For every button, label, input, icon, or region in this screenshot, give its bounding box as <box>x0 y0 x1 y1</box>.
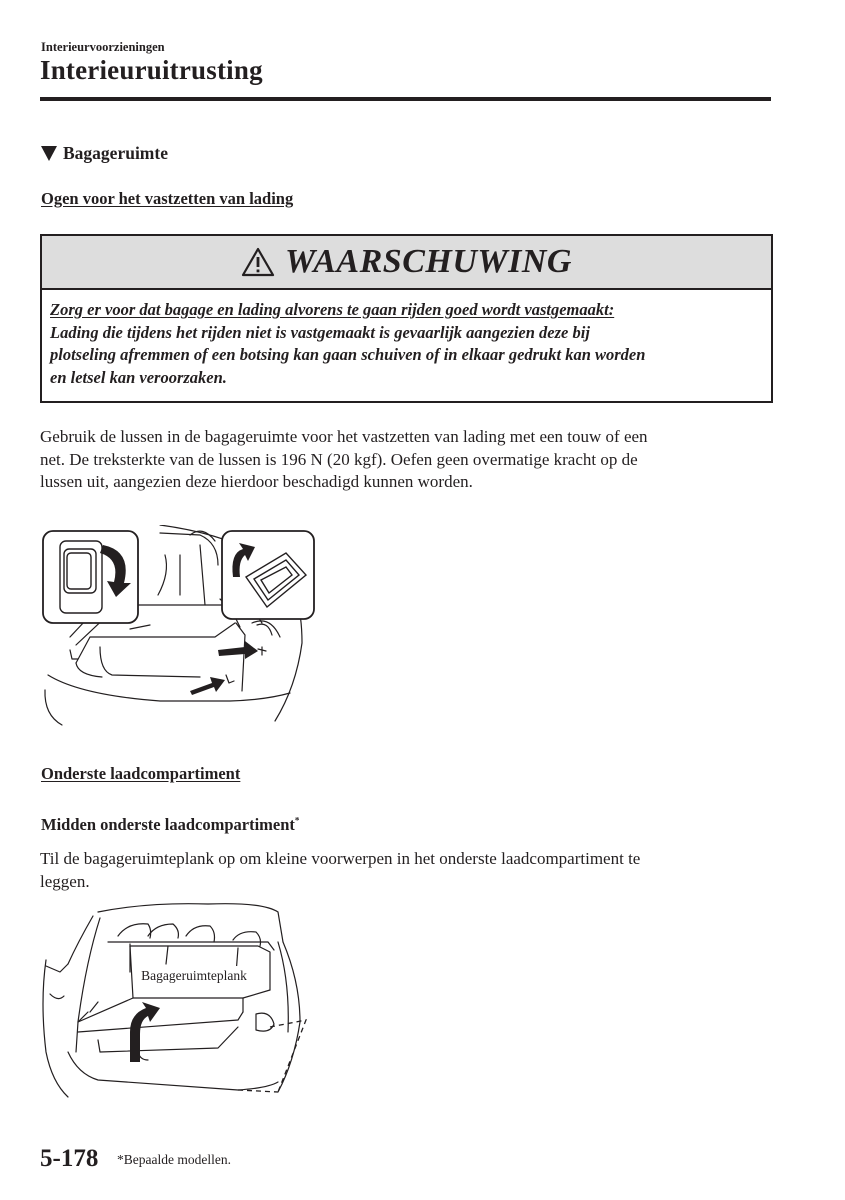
warning-triangle-icon <box>241 247 275 277</box>
paragraph-lower <box>40 848 780 893</box>
warning-text <box>42 290 771 389</box>
subsection-heading <box>41 815 299 835</box>
figure-label: Bagageruimteplank <box>141 968 247 983</box>
title-rule <box>40 97 771 101</box>
breadcrumb: Interieurvoorzieningen <box>41 40 165 54</box>
triangle-down-icon <box>41 146 57 161</box>
page-number: 5-178 <box>40 1145 99 1172</box>
page-title: Interieuruitrusting <box>40 55 263 85</box>
paragraph-line: net. De treksterkte van de lussen is 196 N (20 kgf). Oefen geen overmatige kracht op de <box>40 449 638 469</box>
paragraph-line: Gebruik de lussen in de bagageruimte voor het vastzetten van lading met een touw of een <box>40 427 648 446</box>
paragraph-line: Til de bagageruimteplank op om kleine voorwerpen in het onderste laadcompartiment te <box>40 849 641 868</box>
warning-line: Lading die tijdens het rijden niet is vastgemaakt is gevaarlijk aangezien deze bij <box>50 322 590 342</box>
section-title: Bagageruimte <box>63 143 168 163</box>
section-heading <box>41 143 168 164</box>
warning-line: plotseling afremmen of een botsing kan gaan schuiven of in elkaar gedrukt kan worden <box>50 345 646 364</box>
figure-luggage-board <box>38 902 313 1107</box>
arrow-right-icon <box>190 677 225 695</box>
warning-title: WAARSCHUWING <box>285 243 572 280</box>
warning-line: en letsel kan veroorzaken. <box>50 367 227 387</box>
paragraph-line: lussen uit, aangezien deze hierdoor beschadigd kunnen worden. <box>40 472 473 491</box>
subsection-lower-compartment: Onderste laadcompartiment <box>41 764 241 783</box>
warning-box <box>40 234 773 403</box>
subsection-title: Midden onderste laadcompartiment <box>41 815 295 834</box>
arrow-right-icon <box>218 641 258 659</box>
warning-header <box>42 236 771 290</box>
warning-line: Zorg er voor dat bagage en lading alvorens te gaan rijden goed wordt vastgemaakt: <box>50 300 615 319</box>
paragraph-hooks <box>40 426 780 494</box>
arrow-up-icon <box>130 1002 160 1062</box>
subsection-cargo-hooks: Ogen voor het vastzetten van lading <box>41 189 294 208</box>
footnote: *Bepaalde modellen. <box>117 1152 231 1167</box>
figure-cargo-hooks <box>40 525 340 730</box>
footnote-marker: * <box>294 815 300 826</box>
paragraph-line: leggen. <box>40 871 90 891</box>
